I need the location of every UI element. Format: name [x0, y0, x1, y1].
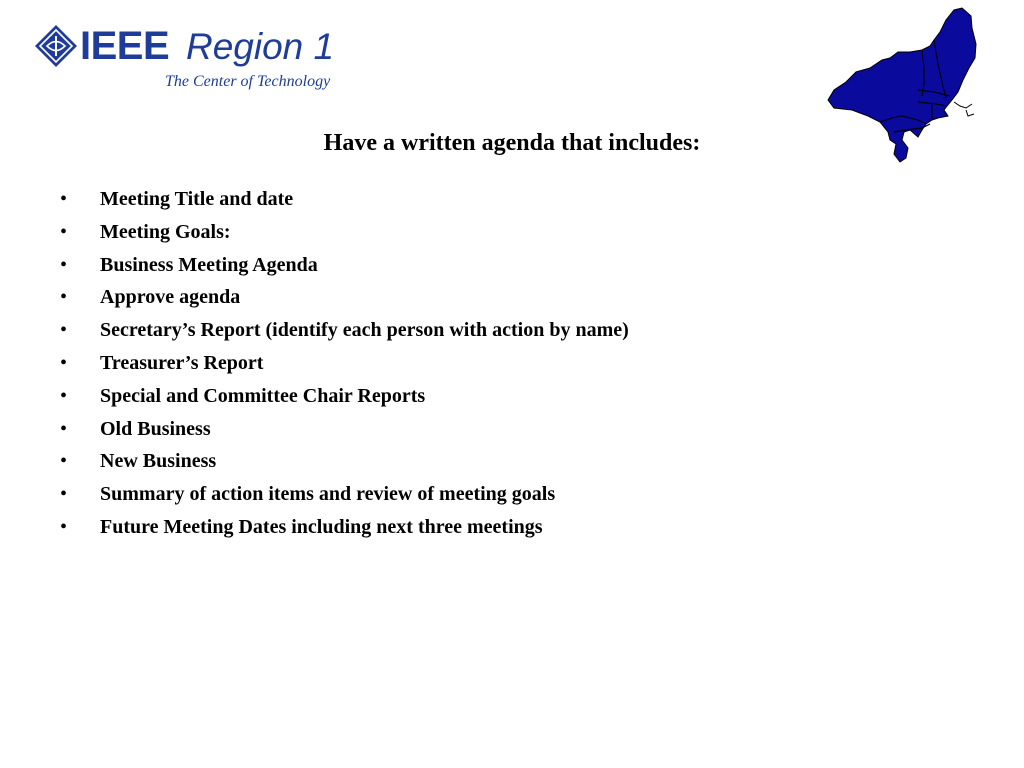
slide-title: Have a written agenda that includes: [323, 130, 701, 156]
agenda-item-text: Old Business [100, 417, 211, 440]
agenda-item-text: Approve agenda [100, 286, 241, 309]
bullet-icon: • [60, 286, 68, 309]
bullet-icon: • [60, 384, 68, 407]
bullet-icon: • [60, 220, 68, 243]
agenda-item-text: Summary of action items and review of meeting goals [100, 483, 556, 506]
bullet-icon: • [60, 450, 68, 473]
logo-region: Region 1 [186, 26, 335, 67]
ieee-region1-logo [34, 22, 354, 94]
bullet-icon: • [60, 253, 68, 276]
bullet-icon: • [60, 417, 68, 440]
logo-tagline: The Center of Technology [165, 73, 331, 90]
bullet-icon: • [60, 483, 68, 506]
agenda-item-text: New Business [100, 450, 217, 473]
agenda-item-text: Future Meeting Dates including next three meetings [100, 515, 543, 538]
agenda-item-text: Secretary’s Report (identify each person with action by name) [100, 319, 629, 342]
bullet-icon: • [60, 351, 68, 374]
agenda-item-text: Meeting Title and date [100, 188, 294, 210]
agenda-item-text: Business Meeting Agenda [100, 253, 318, 276]
ieee-diamond-icon [34, 24, 78, 68]
agenda-item-text: Special and Committee Chair Reports [100, 384, 426, 407]
bullet-icon: • [60, 515, 68, 538]
bullet-icon: • [60, 319, 68, 342]
agenda-item-text: Meeting Goals: [100, 220, 231, 243]
logo-brand: IEEE [80, 24, 170, 68]
bullet-icon: • [60, 188, 68, 210]
agenda-item-text: Treasurer’s Report [100, 351, 264, 374]
